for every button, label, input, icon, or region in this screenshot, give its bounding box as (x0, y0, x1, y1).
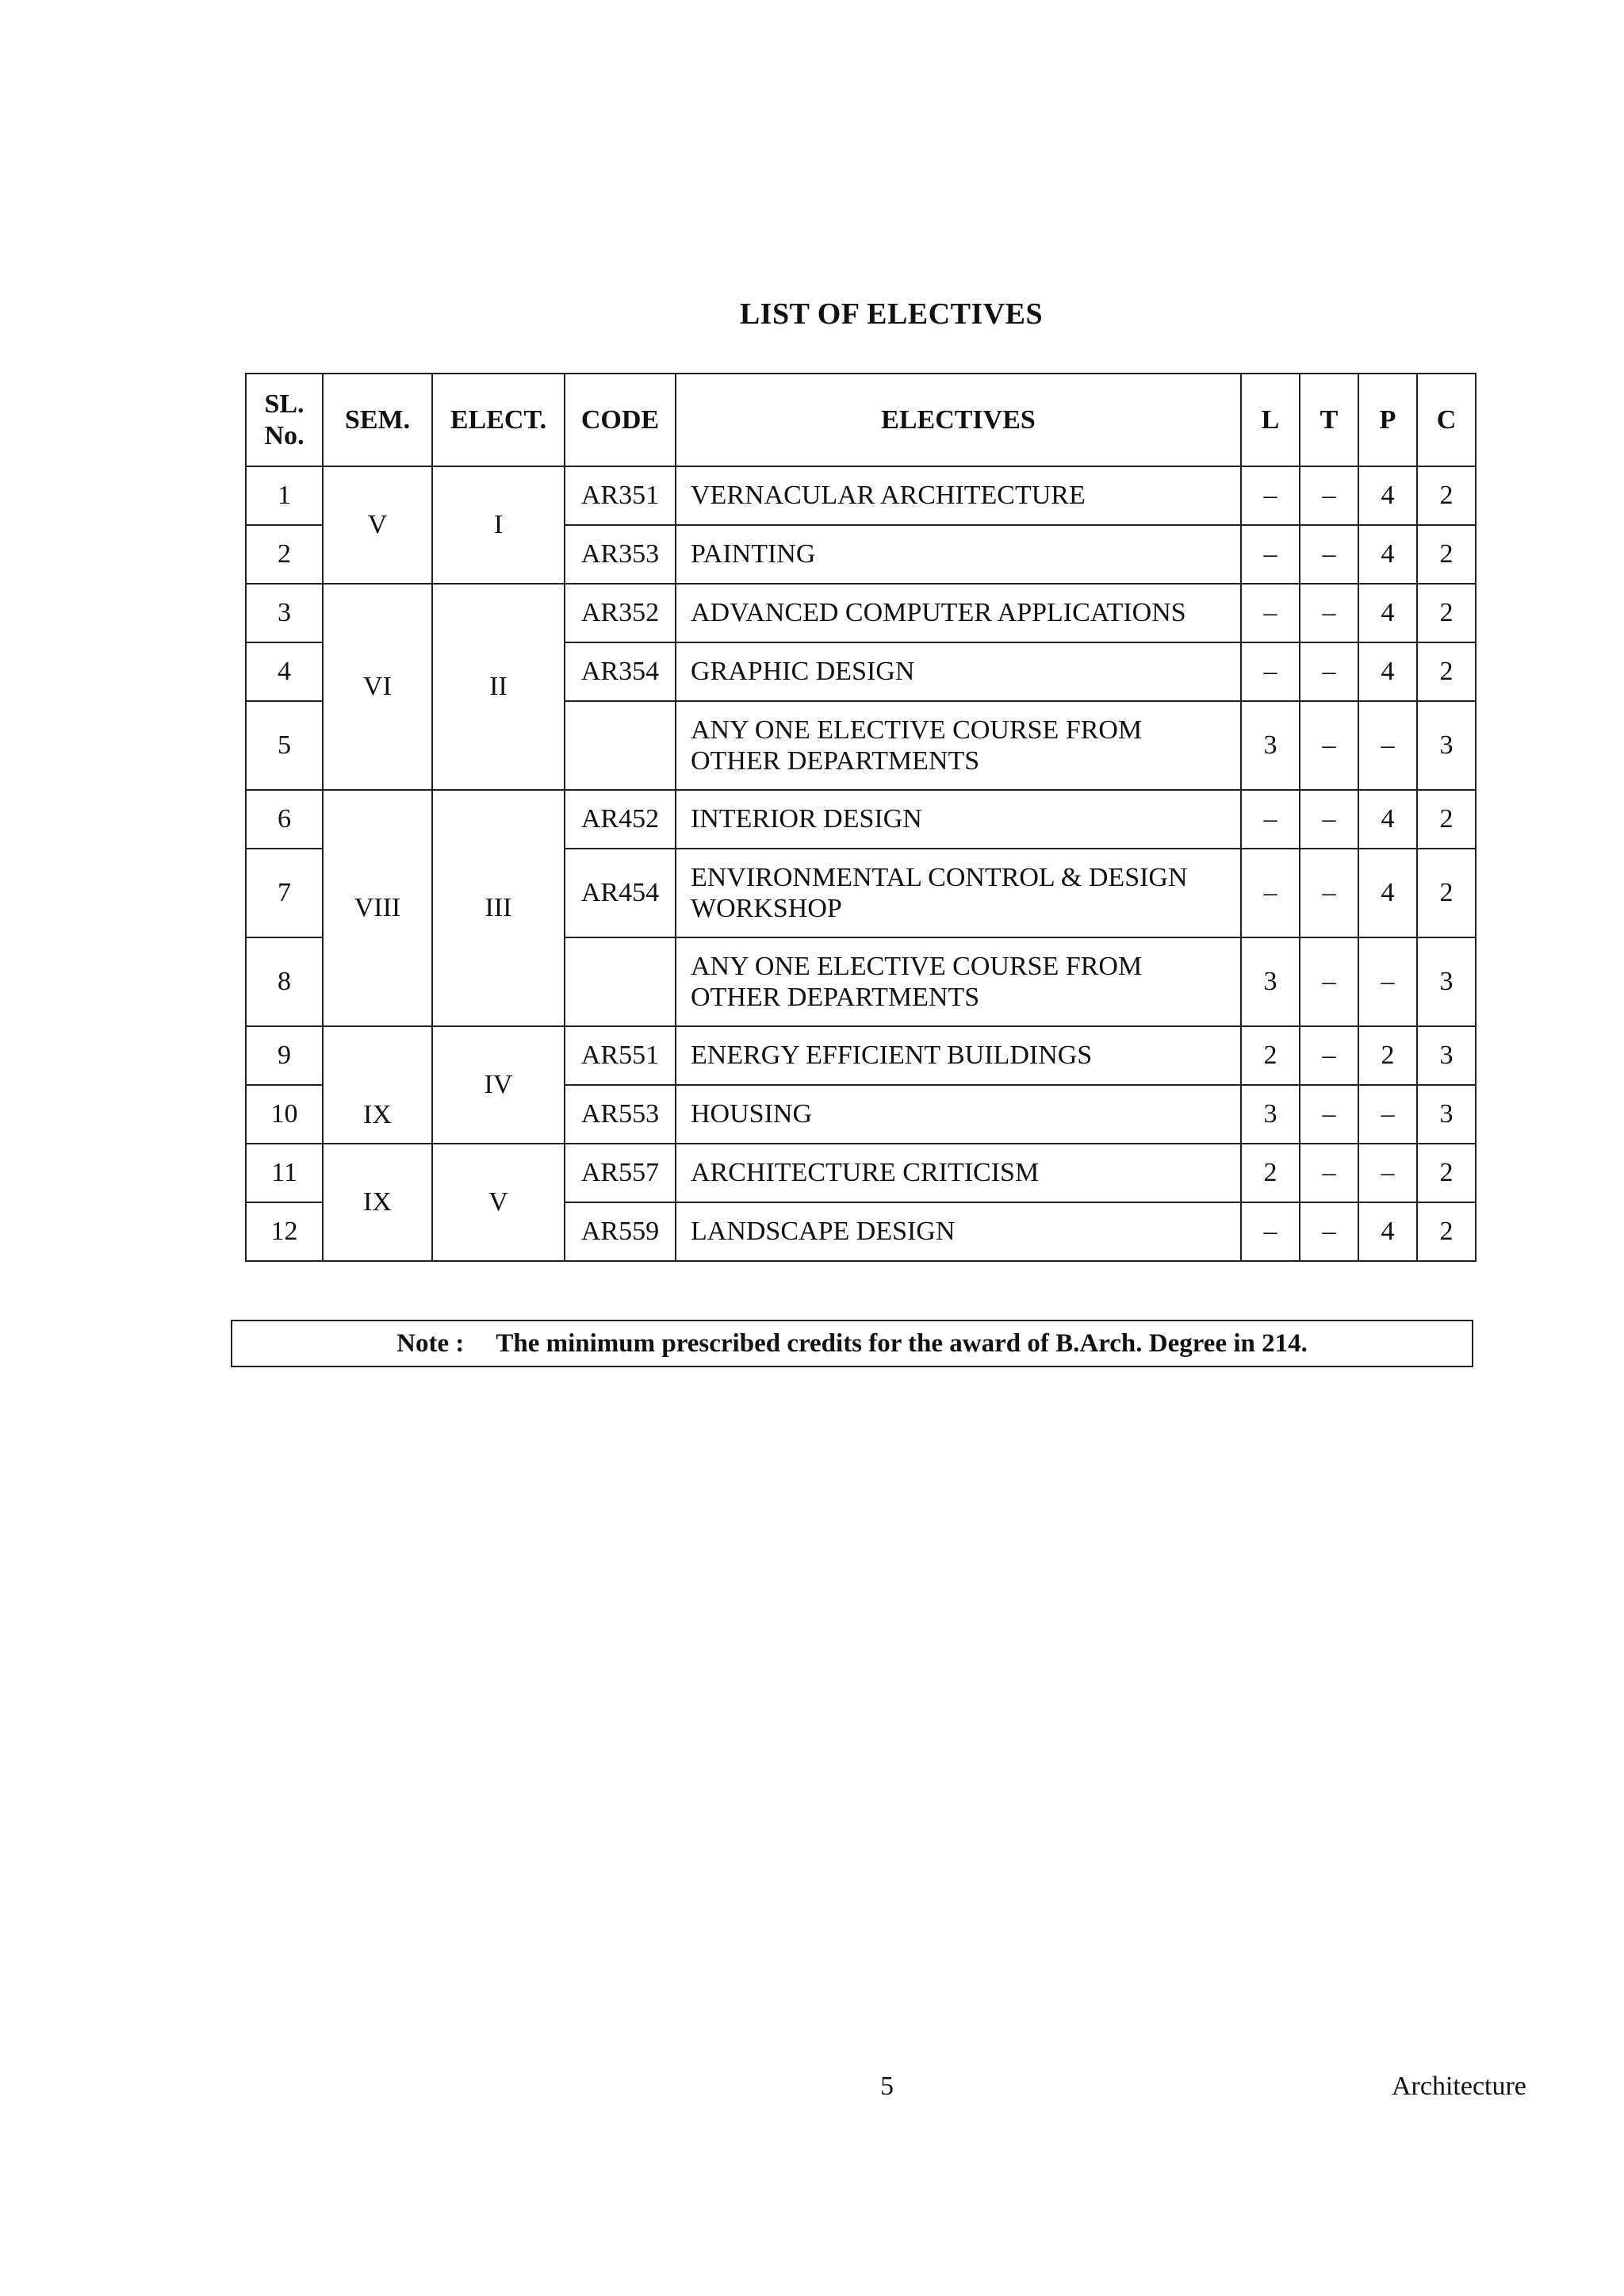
elective-name-cell: HOUSING (676, 1085, 1241, 1144)
header-l: L (1241, 374, 1300, 466)
code-cell: AR557 (565, 1144, 676, 1202)
sl-cell: 10 (246, 1085, 323, 1144)
elective-name-cell: ADVANCED COMPUTER APPLICATIONS (676, 584, 1241, 642)
code-cell: AR354 (565, 642, 676, 701)
t-cell: – (1300, 1202, 1358, 1261)
table-header-row (246, 374, 1476, 466)
elective-name-cell: PAINTING (676, 525, 1241, 584)
t-cell: – (1300, 584, 1358, 642)
c-cell: 2 (1417, 642, 1476, 701)
page-title: LIST OF ELECTIVES (739, 297, 1044, 331)
c-cell: 2 (1417, 1144, 1476, 1202)
sl-cell: 6 (246, 790, 323, 849)
note-text: The minimum prescribed credits for the award of B.Arch. Degree in 214. (496, 1328, 1308, 1358)
t-cell: – (1300, 1085, 1358, 1144)
elective-name-cell: GRAPHIC DESIGN (676, 642, 1241, 701)
header-p: P (1358, 374, 1417, 466)
l-cell: 3 (1241, 1085, 1300, 1144)
code-cell: AR352 (565, 584, 676, 642)
t-cell: – (1300, 466, 1358, 525)
code-cell: AR452 (565, 790, 676, 849)
p-cell: – (1358, 1144, 1417, 1202)
header-electives: ELECTIVES (676, 374, 1241, 466)
t-cell: – (1300, 1144, 1358, 1202)
t-cell: – (1300, 525, 1358, 584)
c-cell: 3 (1417, 701, 1476, 790)
sl-cell: 8 (246, 937, 323, 1026)
c-cell: 2 (1417, 1202, 1476, 1261)
l-cell: – (1241, 790, 1300, 849)
elect-cell: III (432, 790, 565, 1026)
table-row (246, 790, 1476, 849)
header-sl-no: SL. No. (246, 374, 323, 466)
code-cell: AR551 (565, 1026, 676, 1085)
sl-cell: 1 (246, 466, 323, 525)
p-cell: 4 (1358, 642, 1417, 701)
sem-cell: V (323, 466, 432, 584)
elective-name-cell: ANY ONE ELECTIVE COURSE FROM OTHER DEPARTMENTS (676, 937, 1241, 1026)
code-cell: AR351 (565, 466, 676, 525)
code-cell: AR454 (565, 849, 676, 937)
elective-name-cell: ARCHITECTURE CRITICISM (676, 1144, 1241, 1202)
c-cell: 3 (1417, 1026, 1476, 1085)
code-cell (565, 701, 676, 790)
elect-cell: I (432, 466, 565, 584)
c-cell: 2 (1417, 466, 1476, 525)
sl-cell: 4 (246, 642, 323, 701)
sem-cell: IX (323, 1144, 432, 1261)
sem-cell: VI (323, 584, 432, 790)
elective-name-cell: ENVIRONMENTAL CONTROL & DESIGN WORKSHOP (676, 849, 1241, 937)
table-row (246, 466, 1476, 525)
p-cell: 4 (1358, 849, 1417, 937)
electives-table (245, 373, 1477, 1262)
sl-cell: 7 (246, 849, 323, 937)
elective-name-cell: LANDSCAPE DESIGN (676, 1202, 1241, 1261)
header-t: T (1300, 374, 1358, 466)
c-cell: 3 (1417, 937, 1476, 1026)
code-cell: AR553 (565, 1085, 676, 1144)
l-cell: 3 (1241, 937, 1300, 1026)
t-cell: – (1300, 1026, 1358, 1085)
elective-name-cell: ANY ONE ELECTIVE COURSE FROM OTHER DEPARTMENTS (676, 701, 1241, 790)
l-cell: – (1241, 584, 1300, 642)
sl-cell: 5 (246, 701, 323, 790)
header-sem: SEM. (323, 374, 432, 466)
t-cell: – (1300, 849, 1358, 937)
t-cell: – (1300, 790, 1358, 849)
c-cell: 2 (1417, 525, 1476, 584)
c-cell: 3 (1417, 1085, 1476, 1144)
l-cell: 2 (1241, 1026, 1300, 1085)
table-row (246, 1144, 1476, 1202)
p-cell: 2 (1358, 1026, 1417, 1085)
p-cell: – (1358, 1085, 1417, 1144)
sl-cell: 9 (246, 1026, 323, 1085)
sl-cell: 3 (246, 584, 323, 642)
header-c: C (1417, 374, 1476, 466)
sem-cell: IX (323, 1026, 432, 1144)
p-cell: 4 (1358, 525, 1417, 584)
code-cell (565, 937, 676, 1026)
p-cell: 4 (1358, 1202, 1417, 1261)
l-cell: – (1241, 466, 1300, 525)
code-cell: AR559 (565, 1202, 676, 1261)
elective-name-cell: INTERIOR DESIGN (676, 790, 1241, 849)
l-cell: – (1241, 849, 1300, 937)
p-cell: 4 (1358, 466, 1417, 525)
elect-cell: V (432, 1144, 565, 1261)
l-cell: – (1241, 525, 1300, 584)
p-cell: – (1358, 937, 1417, 1026)
elect-cell: IV (432, 1026, 565, 1144)
header-elect: ELECT. (432, 374, 565, 466)
table-row (246, 1026, 1476, 1085)
note-label: Note : (396, 1328, 465, 1358)
c-cell: 2 (1417, 790, 1476, 849)
p-cell: – (1358, 701, 1417, 790)
l-cell: – (1241, 642, 1300, 701)
elective-name-cell: ENERGY EFFICIENT BUILDINGS (676, 1026, 1241, 1085)
note-box (231, 1320, 1473, 1367)
sl-cell: 2 (246, 525, 323, 584)
l-cell: 3 (1241, 701, 1300, 790)
sl-cell: 12 (246, 1202, 323, 1261)
sem-cell: VIII (323, 790, 432, 1026)
table-row (246, 584, 1476, 642)
c-cell: 2 (1417, 584, 1476, 642)
c-cell: 2 (1417, 849, 1476, 937)
sl-cell: 11 (246, 1144, 323, 1202)
p-cell: 4 (1358, 584, 1417, 642)
elect-cell: II (432, 584, 565, 790)
p-cell: 4 (1358, 790, 1417, 849)
l-cell: 2 (1241, 1144, 1300, 1202)
l-cell: – (1241, 1202, 1300, 1261)
elective-name-cell: VERNACULAR ARCHITECTURE (676, 466, 1241, 525)
page-number: 5 (880, 2072, 894, 2101)
t-cell: – (1300, 937, 1358, 1026)
header-code: CODE (565, 374, 676, 466)
footer-department: Architecture (1392, 2072, 1526, 2101)
t-cell: – (1300, 701, 1358, 790)
code-cell: AR353 (565, 525, 676, 584)
t-cell: – (1300, 642, 1358, 701)
